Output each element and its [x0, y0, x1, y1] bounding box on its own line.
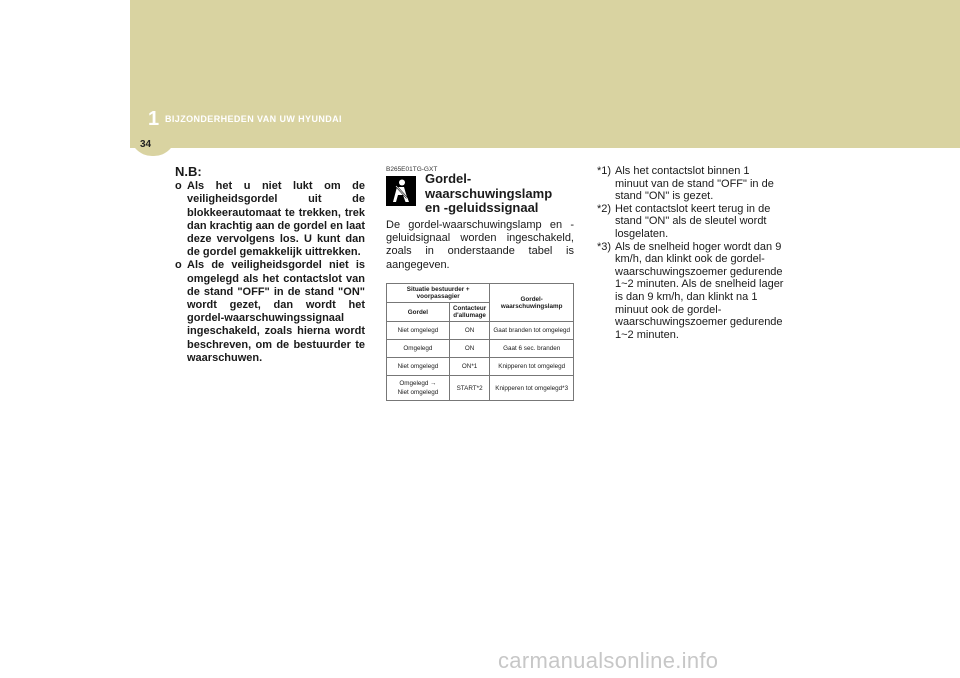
section-title — [425, 172, 585, 216]
chapter-number: 1 — [148, 108, 160, 130]
cell-gordel: Omgelegd — [387, 340, 450, 358]
footnote — [597, 203, 785, 241]
table-row — [387, 322, 574, 340]
footnote-label: *1) — [597, 165, 612, 177]
page-tab — [130, 134, 176, 156]
chapter-title: BIJZONDERHEDEN VAN UW HYUNDAI — [165, 114, 342, 124]
cell-gordel: Omgelegd → Niet omgelegd — [387, 376, 450, 401]
group-header: Situatie bestuurder + voorpassagier — [387, 284, 490, 303]
note-item-text: Als het u niet lukt om de veiligheidsgordel uit de blokkeerautomaat te trekken, trek dan krachtig aan de gordel en laat deze vervolgens los. U kunt dan de gordel gemakkelijk uittrekken. — [187, 180, 365, 259]
bullet: o — [175, 180, 182, 193]
footnote-text: Als het contactslot binnen 1 minuut van de stand "OFF" in de stand "ON" is gezet. — [615, 165, 774, 203]
col-header-gordel: Gordel — [387, 303, 450, 322]
cell-contact: START*2 — [449, 376, 490, 401]
cell-lamp: Knipperen tot omgelegd*3 — [490, 376, 574, 401]
note-title: N.B: — [175, 164, 202, 179]
footnote-text: Het contactslot keert terug in de stand "ON" als de sleutel wordt losgelaten. — [615, 202, 771, 240]
footnotes — [597, 165, 785, 341]
footnote-label: *3) — [597, 240, 612, 253]
table-row — [387, 376, 574, 401]
bullet: o — [175, 259, 182, 272]
table-row — [387, 358, 574, 376]
note-block — [175, 165, 365, 365]
cell-gordel: Niet omgelegd — [387, 322, 450, 340]
section-title-line: Gordel- — [425, 171, 472, 186]
cell-lamp: Knipperen tot omgelegd — [490, 358, 574, 376]
col-header-contact: Contacteur d'allumage — [449, 303, 490, 322]
header-band — [130, 0, 960, 148]
cell-contact: ON — [449, 322, 490, 340]
cell-contact: ON*1 — [449, 358, 490, 376]
cell-lamp: Gaat 6 sec. branden — [490, 340, 574, 358]
footnote — [597, 165, 785, 203]
status-table — [386, 283, 574, 401]
cell-gordel: Niet omgelegd — [387, 358, 450, 376]
section-intro: De gordel-waarschuwingslamp en -geluidsignaal worden ingeschakeld, zoals in onderstaande tabel is aangegeven. — [386, 219, 574, 271]
table-header-row — [387, 284, 574, 303]
note-item — [175, 259, 365, 365]
page-number: 34 — [140, 139, 152, 150]
cell-lamp: Gaat branden tot omgelegd — [490, 322, 574, 340]
footnote-text: Als de snelheid hoger wordt dan 9 km/h, dan klinkt ook de gordel-waarschuwingszoemer gedurende 1~2 minuten. Als de snelheid lager is dan 9 km/h, dan klinkt na 1 minuut ook de gordel-waarschuwingszoemer gedurende 1~2 minuten. — [615, 240, 784, 341]
section-code: B265E01TG-GXT — [386, 166, 438, 173]
footnote-label: *2) — [597, 202, 612, 215]
note-item — [175, 180, 365, 259]
watermark: carmanualsonline.info — [498, 648, 719, 673]
section-title-line: en -geluidssignaal — [425, 200, 539, 215]
col-header-lamp: Gordel-waarschuwingslamp — [490, 284, 574, 322]
footnote — [597, 241, 785, 342]
section-title-line: waarschuwingslamp — [425, 185, 553, 201]
seatbelt-warning-icon — [386, 176, 416, 206]
table-row — [387, 340, 574, 358]
note-item-text: Als de veiligheidsgordel niet is omgelegd als het contactslot van de stand "OFF" in de stand "ON" wordt gezet, dan wordt het gordel-waarschuwingssignaal ingeschakeld, zoals hierna wordt beschreven, om de bestuurder te waarschuwen. — [187, 259, 365, 364]
cell-contact: ON — [449, 340, 490, 358]
